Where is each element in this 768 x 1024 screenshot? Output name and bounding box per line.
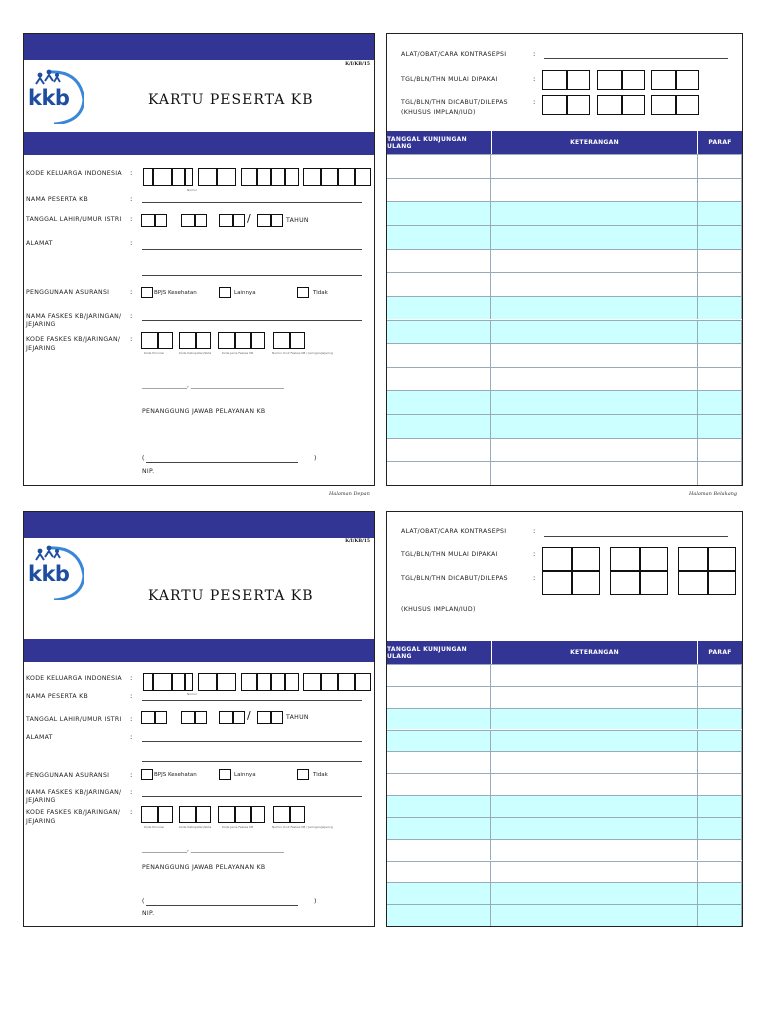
slash: / <box>247 212 251 225</box>
keterangan-cell[interactable] <box>491 687 698 708</box>
date-place-line[interactable]: _______________, _______________________________ <box>142 382 284 389</box>
tanggal-cell[interactable] <box>387 439 491 462</box>
nip-label: NIP. <box>142 468 155 475</box>
visit-table <box>387 154 742 485</box>
tanggal-cell[interactable] <box>387 321 491 344</box>
paraf-cell[interactable] <box>698 796 742 817</box>
tanggal-cell[interactable] <box>387 883 491 904</box>
kode-box[interactable] <box>354 168 356 186</box>
tanggal-cell[interactable] <box>387 862 491 883</box>
alamat-line-2[interactable] <box>142 275 362 276</box>
colon: : <box>130 239 133 247</box>
colon: : <box>130 674 133 682</box>
paraf-cell[interactable] <box>698 226 742 249</box>
kode-box[interactable] <box>337 168 339 186</box>
table-row <box>387 249 742 273</box>
bln-box[interactable] <box>194 214 196 227</box>
colon: : <box>130 733 133 741</box>
paraf-cell[interactable] <box>698 179 742 202</box>
tanggal-cell[interactable] <box>387 905 491 926</box>
paraf-cell[interactable] <box>698 687 742 708</box>
sign-line[interactable] <box>146 462 298 463</box>
faskes-box[interactable] <box>195 806 197 823</box>
faskes-box[interactable] <box>157 332 159 349</box>
colon: : <box>533 75 536 83</box>
kode-box[interactable] <box>152 168 154 186</box>
header-tanggal: TANGGAL KUNJUNGAN ULANG <box>387 131 491 154</box>
mid-band <box>24 132 374 155</box>
faskes-sub-1: Kode Provinsi <box>144 351 165 355</box>
kode-box[interactable] <box>184 673 186 691</box>
label-nama-faskes-2: JEJARING <box>26 797 56 804</box>
label-kode-faskes: KODE FASKES KB/JARINGAN/ <box>26 336 121 343</box>
paraf-cell[interactable] <box>698 665 742 686</box>
faskes-sub-4: Nomor Urut Faskes KB / Jaringan/Jejaring <box>272 351 333 355</box>
lainnya-label: Lainnya <box>234 772 256 778</box>
paraf-cell[interactable] <box>698 202 742 225</box>
table-row <box>387 438 742 462</box>
tanggal-cell[interactable] <box>387 415 491 438</box>
keterangan-cell[interactable] <box>491 665 698 686</box>
alamat-line-1[interactable] <box>142 249 362 250</box>
colon: : <box>130 692 133 700</box>
dicabut-label: TGL/BLN/THN DICABUT/DILEPAS <box>401 575 508 582</box>
label-asuransi: PENGGUNAAN ASURANSI <box>26 772 110 779</box>
tanggal-cell[interactable] <box>387 250 491 273</box>
colon: : <box>130 169 133 177</box>
mulai-label: TGL/BLN/THN MULAI DIPAKAI <box>401 76 498 83</box>
paraf-cell[interactable] <box>698 368 742 391</box>
paraf-cell[interactable] <box>698 905 742 926</box>
table-row <box>387 882 742 904</box>
keterangan-cell[interactable] <box>491 818 698 839</box>
colon: : <box>130 788 133 796</box>
keterangan-cell[interactable] <box>491 321 698 344</box>
umur-box[interactable] <box>270 214 272 227</box>
sign-open: ( <box>142 455 145 462</box>
sign-close: ) <box>314 898 317 905</box>
penanggung-label: PENANGGUNG JAWAB PELAYANAN KB <box>142 864 266 871</box>
colon: : <box>533 527 536 535</box>
table-row <box>387 320 742 344</box>
colon: : <box>130 715 133 723</box>
paraf-cell[interactable] <box>698 155 742 178</box>
table-row <box>387 272 742 296</box>
faskes-box[interactable] <box>234 332 236 349</box>
label-nama-peserta: NAMA PESERTA KB <box>26 693 89 700</box>
tanggal-cell[interactable] <box>387 155 491 178</box>
faskes-box[interactable] <box>234 806 236 823</box>
keterangan-cell[interactable] <box>491 344 698 367</box>
faskes-sub-2: Kode Kabupaten/Kota <box>179 351 212 355</box>
table-row <box>387 154 742 178</box>
tanggal-cell[interactable] <box>387 687 491 708</box>
table-row <box>387 839 742 861</box>
kode-box[interactable] <box>337 673 339 691</box>
kode-box[interactable] <box>320 168 322 186</box>
keterangan-cell[interactable] <box>491 415 698 438</box>
logo <box>28 66 84 124</box>
keterangan-cell[interactable] <box>491 250 698 273</box>
faskes-box[interactable] <box>218 332 265 349</box>
bpjs-checkbox[interactable] <box>141 769 153 780</box>
table-row <box>387 201 742 225</box>
back-card-2 <box>386 511 743 927</box>
nama-line[interactable] <box>142 202 362 203</box>
keterangan-cell[interactable] <box>491 273 698 296</box>
back-card-1 <box>386 33 743 486</box>
mid-band <box>24 639 374 662</box>
kode-box[interactable] <box>270 168 272 186</box>
lainnya-checkbox[interactable] <box>219 287 231 298</box>
tahun-label: TAHUN <box>286 714 309 721</box>
kode-sub-label: Nomor <box>187 188 198 192</box>
kode-sub-label: Nomor <box>187 692 198 696</box>
khusus-label: (KHUSUS IMPLAN/IUD) <box>401 606 476 613</box>
tanggal-cell[interactable] <box>387 226 491 249</box>
table-row <box>387 795 742 817</box>
header-paraf: PARAF <box>698 641 742 664</box>
tanggal-cell[interactable] <box>387 391 491 414</box>
tanggal-cell[interactable] <box>387 665 491 686</box>
keterangan-cell[interactable] <box>491 796 698 817</box>
label-kode-faskes-2: JEJARING <box>26 345 56 352</box>
keterangan-cell[interactable] <box>491 155 698 178</box>
faskes-sub-4: Nomor Urut Faskes KB / Jaringan/Jejaring <box>272 825 333 829</box>
card-title: KARTU PESERTA KB <box>148 588 314 604</box>
kode-box[interactable] <box>354 673 356 691</box>
faskes-box[interactable] <box>289 806 291 823</box>
table-row <box>387 178 742 202</box>
faskes-box[interactable] <box>195 332 197 349</box>
dicabut-box[interactable] <box>707 571 709 595</box>
label-asuransi: PENGGUNAAN ASURANSI <box>26 289 110 296</box>
keterangan-cell[interactable] <box>491 774 698 795</box>
colon: : <box>130 312 133 320</box>
table-row <box>387 904 742 926</box>
colon: : <box>130 215 133 223</box>
logo-text: kkb <box>28 562 70 586</box>
paraf-cell[interactable] <box>698 297 742 320</box>
table-row <box>387 343 742 367</box>
colon: : <box>130 195 133 203</box>
footer-front-1: Halaman Depan <box>329 491 370 497</box>
paraf-cell[interactable] <box>698 344 742 367</box>
mulai-box[interactable] <box>707 547 709 571</box>
colon: : <box>533 50 536 58</box>
slash: / <box>247 709 251 722</box>
table-row <box>387 664 742 686</box>
tanggal-cell[interactable] <box>387 709 491 730</box>
top-band <box>24 34 374 60</box>
tanggal-cell[interactable] <box>387 818 491 839</box>
front-card-2 <box>23 511 375 927</box>
paraf-cell[interactable] <box>698 415 742 438</box>
date-place-line[interactable]: _______________, _______________________________ <box>142 846 284 853</box>
table-row <box>387 390 742 414</box>
lainnya-checkbox[interactable] <box>219 769 231 780</box>
kode-box[interactable] <box>320 673 322 691</box>
paraf-cell[interactable] <box>698 273 742 296</box>
header-keterangan: KETERANGAN <box>491 641 698 664</box>
keterangan-cell[interactable] <box>491 297 698 320</box>
alamat-line-2[interactable] <box>142 761 362 762</box>
colon: : <box>130 808 133 816</box>
alamat-line-1[interactable] <box>142 741 362 742</box>
sign-close: ) <box>314 455 317 462</box>
colon: : <box>130 288 133 296</box>
faskes-line[interactable] <box>142 796 362 797</box>
keterangan-cell[interactable] <box>491 883 698 904</box>
colon: : <box>533 98 536 106</box>
kode-box[interactable] <box>184 168 186 186</box>
kode-box[interactable] <box>284 168 286 186</box>
kode-box[interactable] <box>171 168 173 186</box>
header-paraf: PARAF <box>698 131 742 154</box>
kode-box[interactable] <box>256 673 258 691</box>
faskes-box[interactable] <box>157 806 159 823</box>
paraf-cell[interactable] <box>698 439 742 462</box>
front-card-1 <box>23 33 375 486</box>
paraf-cell[interactable] <box>698 862 742 883</box>
header-keterangan: KETERANGAN <box>491 131 698 154</box>
label-kode-keluarga: KODE KELUARGA INDONESIA <box>26 675 122 682</box>
kode-box[interactable] <box>216 168 218 186</box>
kode-box[interactable] <box>256 168 258 186</box>
label-nama-faskes-2: JEJARING <box>26 321 56 328</box>
label-alamat: ALAMAT <box>26 240 53 247</box>
tanggal-cell[interactable] <box>387 368 491 391</box>
faskes-box[interactable] <box>250 806 252 823</box>
keterangan-cell[interactable] <box>491 439 698 462</box>
dicabut-box[interactable] <box>566 95 568 115</box>
paraf-cell[interactable] <box>698 774 742 795</box>
card-title: KARTU PESERTA KB <box>148 92 314 108</box>
colon: : <box>130 771 133 779</box>
thn-box[interactable] <box>232 214 234 227</box>
keterangan-cell[interactable] <box>491 368 698 391</box>
keterangan-cell[interactable] <box>491 179 698 202</box>
label-alamat: ALAMAT <box>26 734 53 741</box>
keterangan-cell[interactable] <box>491 752 698 773</box>
tidak-checkbox[interactable] <box>297 287 309 298</box>
label-nama-faskes: NAMA FASKES KB/JARINGAN/ <box>26 789 122 796</box>
tidak-checkbox[interactable] <box>297 769 309 780</box>
tgl-box[interactable] <box>154 711 156 724</box>
paraf-cell[interactable] <box>698 840 742 861</box>
label-kode-faskes-2: JEJARING <box>26 818 56 825</box>
table-row <box>387 773 742 795</box>
tanggal-cell[interactable] <box>387 273 491 296</box>
faskes-box[interactable] <box>250 332 252 349</box>
paraf-cell[interactable] <box>698 321 742 344</box>
mulai-box[interactable] <box>621 70 623 90</box>
colon: : <box>533 574 536 582</box>
tanggal-cell[interactable] <box>387 462 491 485</box>
faskes-sub-2: Kode Kabupaten/Kota <box>179 825 212 829</box>
bln-box[interactable] <box>194 711 196 724</box>
faskes-box[interactable] <box>289 332 291 349</box>
nama-line[interactable] <box>142 700 362 701</box>
faskes-box[interactable] <box>218 806 265 823</box>
bpjs-label: BPJS Kesehatan <box>154 772 197 778</box>
top-band <box>24 512 374 538</box>
mulai-box[interactable] <box>566 70 568 90</box>
tidak-label: Tidak <box>313 772 328 778</box>
penanggung-label: PENANGGUNG JAWAB PELAYANAN KB <box>142 408 266 415</box>
tanggal-cell[interactable] <box>387 179 491 202</box>
umur-box[interactable] <box>270 711 272 724</box>
tanggal-cell[interactable] <box>387 796 491 817</box>
keterangan-cell[interactable] <box>491 709 698 730</box>
paraf-cell[interactable] <box>698 818 742 839</box>
table-row <box>387 414 742 438</box>
label-nama-peserta: NAMA PESERTA KB <box>26 196 89 203</box>
keterangan-cell[interactable] <box>491 462 698 485</box>
paraf-cell[interactable] <box>698 462 742 485</box>
kode-box[interactable] <box>152 673 154 691</box>
tgl-box[interactable] <box>154 214 156 227</box>
table-row <box>387 367 742 391</box>
mulai-box[interactable] <box>675 70 677 90</box>
tanggal-cell[interactable] <box>387 774 491 795</box>
dicabut-box[interactable] <box>621 95 623 115</box>
kode-box[interactable] <box>270 673 272 691</box>
keterangan-cell[interactable] <box>491 840 698 861</box>
faskes-sub-3: Kode Jenis Faskes KB <box>222 351 254 355</box>
tanggal-cell[interactable] <box>387 731 491 752</box>
table-row <box>387 751 742 773</box>
form-code: K/I/KB/15 <box>345 539 370 544</box>
alat-line[interactable] <box>544 58 728 59</box>
paraf-cell[interactable] <box>698 731 742 752</box>
sign-line[interactable] <box>146 905 298 906</box>
form-code: K/I/KB/15 <box>345 62 370 67</box>
bpjs-label: BPJS Kesehatan <box>154 290 197 296</box>
bpjs-checkbox[interactable] <box>141 287 153 298</box>
mulai-label: TGL/BLN/THN MULAI DIPAKAI <box>401 551 498 558</box>
khusus-label: (KHUSUS IMPLAN/IUD) <box>401 109 476 116</box>
tahun-label: TAHUN <box>286 217 309 224</box>
tanggal-cell[interactable] <box>387 752 491 773</box>
table-row <box>387 861 742 883</box>
dicabut-label: TGL/BLN/THN DICABUT/DILEPAS <box>401 99 508 106</box>
label-kode-keluarga: KODE KELUARGA INDONESIA <box>26 170 122 177</box>
lainnya-label: Lainnya <box>234 290 256 296</box>
keterangan-cell[interactable] <box>491 226 698 249</box>
keterangan-cell[interactable] <box>491 731 698 752</box>
label-tanggal-lahir: TANGGAL LAHIR/UMUR ISTRI <box>26 716 122 723</box>
tanggal-cell[interactable] <box>387 202 491 225</box>
dicabut-box[interactable] <box>639 571 641 595</box>
paraf-cell[interactable] <box>698 250 742 273</box>
table-row <box>387 708 742 730</box>
keterangan-cell[interactable] <box>491 202 698 225</box>
table-row <box>387 296 742 320</box>
kode-box[interactable] <box>216 673 218 691</box>
faskes-sub-1: Kode Provinsi <box>144 825 165 829</box>
keterangan-cell[interactable] <box>491 862 698 883</box>
keterangan-cell[interactable] <box>491 391 698 414</box>
mulai-box[interactable] <box>639 547 641 571</box>
sign-open: ( <box>142 898 145 905</box>
table-row <box>387 817 742 839</box>
dicabut-box[interactable] <box>571 571 573 595</box>
label-tanggal-lahir: TANGGAL LAHIR/UMUR ISTRI <box>26 216 122 223</box>
alat-label: ALAT/OBAT/CARA KONTRASEPSI <box>401 528 507 535</box>
tanggal-cell[interactable] <box>387 344 491 367</box>
visit-table <box>387 664 742 926</box>
colon: : <box>130 335 133 343</box>
colon: : <box>533 550 536 558</box>
mulai-box[interactable] <box>571 547 573 571</box>
label-nama-faskes: NAMA FASKES KB/JARINGAN/ <box>26 313 122 320</box>
table-row <box>387 730 742 752</box>
faskes-sub-3: Kode Jenis Faskes KB <box>222 825 254 829</box>
thn-box[interactable] <box>232 711 234 724</box>
dicabut-box[interactable] <box>675 95 677 115</box>
table-row <box>387 225 742 249</box>
logo-text: kkb <box>28 86 70 110</box>
logo <box>28 542 84 600</box>
paraf-cell[interactable] <box>698 752 742 773</box>
table-row <box>387 686 742 708</box>
footer-back-1: Halaman Belakang <box>689 491 738 497</box>
label-kode-faskes: KODE FASKES KB/JARINGAN/ <box>26 809 121 816</box>
alat-line[interactable] <box>544 536 728 537</box>
kode-box[interactable] <box>284 673 286 691</box>
paraf-cell[interactable] <box>698 883 742 904</box>
paraf-cell[interactable] <box>698 391 742 414</box>
keterangan-cell[interactable] <box>491 905 698 926</box>
alat-label: ALAT/OBAT/CARA KONTRASEPSI <box>401 51 507 58</box>
tanggal-cell[interactable] <box>387 297 491 320</box>
tanggal-cell[interactable] <box>387 840 491 861</box>
paraf-cell[interactable] <box>698 709 742 730</box>
header-tanggal: TANGGAL KUNJUNGAN ULANG <box>387 641 491 664</box>
kode-box[interactable] <box>171 673 173 691</box>
faskes-line[interactable] <box>142 320 362 321</box>
nip-label: NIP. <box>142 910 155 917</box>
table-row <box>387 461 742 485</box>
tidak-label: Tidak <box>313 290 328 296</box>
